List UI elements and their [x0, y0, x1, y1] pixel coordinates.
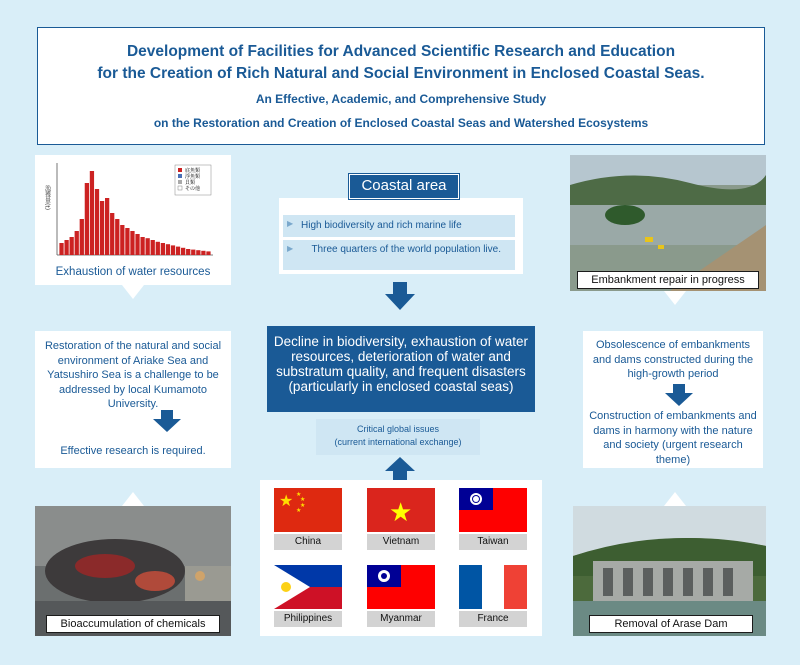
legend-label-2: 貝類	[185, 180, 196, 186]
chart-bar-16	[140, 237, 144, 255]
country-label-france: France	[459, 611, 527, 627]
construction-text: Construction of embankments and dams in harmony with the nature and society (urgent research theme)	[589, 410, 757, 466]
chart-card	[35, 155, 231, 285]
chart-bar-7	[95, 189, 99, 255]
chart-bar-10	[110, 213, 114, 255]
right-text-card	[583, 331, 763, 468]
right-down-arrow-icon	[665, 384, 693, 406]
chart-bar-12	[120, 225, 124, 255]
dam-photo	[573, 506, 766, 636]
chart-bar-24	[181, 248, 185, 255]
chart-bar-26	[191, 250, 195, 255]
chart-bar-25	[186, 249, 190, 255]
embankment-caption: Embankment repair in progress	[577, 271, 759, 289]
svg-text:★: ★	[300, 502, 306, 509]
chart-bar-27	[196, 250, 200, 255]
subtitle-line-2: on the Restoration and Creation of Enclosed Coastal Seas and Watershed Ecosystems	[153, 116, 649, 130]
left-text-card	[35, 331, 231, 468]
effective-research-text: Effective research is required.	[60, 445, 206, 457]
legend-label-3: その他	[185, 186, 201, 192]
country-label-philippines: Philippines	[274, 611, 342, 627]
chart-axis-label: 漁獲量(t)	[43, 185, 51, 211]
coastal-bullet-icon: ▶	[287, 244, 294, 253]
china-flag	[274, 488, 342, 532]
coastal-item-biodiversity-text: High biodiversity and rich marine life	[301, 220, 462, 231]
coastal-item-biodiversity	[283, 215, 515, 237]
obsolescence-text: Obsolescence of embankments and dams constructed during the high-growth period	[592, 339, 754, 380]
country-label-taiwan: Taiwan	[459, 534, 527, 550]
philippines-flag	[274, 565, 342, 609]
chart-bar-0	[59, 243, 63, 255]
critical-line-2: (current international exchange)	[334, 437, 462, 447]
chart-bar-28	[201, 251, 205, 255]
chart-bar-1	[64, 240, 68, 255]
chart-bar-15	[135, 234, 139, 255]
right-photo-pointer	[664, 291, 686, 305]
whale-photo	[35, 506, 231, 636]
title-line-2: for the Creation of Rich Natural and Social Environment in Enclosed Coastal Seas.	[97, 65, 705, 82]
legend-label-0: 底魚類	[185, 168, 201, 174]
coastal-bullet-icon: ▶	[287, 219, 294, 228]
chart-legend	[175, 165, 211, 195]
chart-bar-23	[176, 247, 180, 255]
country-label-myanmar: Myanmar	[367, 611, 435, 627]
center-down-arrow-icon	[385, 282, 415, 310]
coastal-area-title: Coastal area	[349, 174, 459, 199]
country-label-china: China	[274, 534, 342, 550]
chart-bar-11	[115, 219, 119, 255]
svg-text:★: ★	[296, 507, 302, 514]
title-line-1: Development of Facilities for Advanced Scientific Research and Education	[126, 43, 676, 60]
chart-bar-9	[105, 198, 109, 255]
chart-bar-19	[156, 242, 160, 255]
chart-bar-6	[90, 171, 94, 255]
dam-caption: Removal of Arase Dam	[589, 615, 753, 633]
svg-text:★: ★	[279, 491, 294, 510]
chart-bar-3	[75, 231, 79, 255]
chart-bar-2	[70, 237, 74, 255]
chart-bar-18	[151, 240, 155, 255]
bioaccumulation-caption: Bioaccumulation of chemicals	[46, 615, 220, 633]
coastal-item-population	[283, 240, 515, 270]
taiwan-flag	[459, 488, 527, 532]
chart-bar-14	[130, 231, 134, 255]
subtitle-line-1: An Effective, Academic, and Comprehensive Study	[255, 92, 547, 106]
right-dam-pointer	[664, 492, 686, 506]
chart-bar-13	[125, 228, 129, 255]
svg-text:★: ★	[300, 496, 306, 503]
ariake-text: Restoration of the natural and social environment of Ariake Sea and Yatsushiro Sea is a challenge to be addressed by local Kumamoto University.	[44, 340, 222, 410]
chart-bar-22	[171, 245, 175, 255]
coastal-item-population-text: Three quarters of the world population live.	[311, 244, 501, 255]
embankment-photo	[570, 155, 766, 291]
chart-bar-29	[206, 251, 210, 255]
fish-catch-chart	[35, 155, 231, 267]
svg-text:★: ★	[389, 498, 413, 528]
chart-bar-17	[146, 238, 150, 255]
chart-bar-20	[161, 243, 165, 255]
chart-caption: Exhaustion of water resources	[55, 266, 211, 278]
myanmar-flag	[367, 565, 435, 609]
left-photo-pointer	[122, 492, 144, 506]
header-box	[37, 27, 765, 145]
left-down-arrow-icon	[153, 410, 181, 432]
chart-bar-4	[80, 219, 84, 255]
critical-issues-box	[316, 419, 480, 455]
svg-text:★: ★	[296, 491, 302, 498]
vietnam-flag	[367, 488, 435, 532]
chart-bar-8	[100, 201, 104, 255]
chart-card-pointer	[122, 285, 144, 299]
decline-box: Decline in biodiversity, exhaustion of water resources, deterioration of water and substratum quality, and frequent disasters (particularly in enclosed coastal seas)	[267, 326, 535, 412]
critical-line-1: Critical global issues	[356, 424, 440, 434]
chart-bar-21	[166, 244, 170, 255]
country-label-vietnam: Vietnam	[367, 534, 435, 550]
legend-label-1: 浮魚類	[185, 174, 201, 180]
france-flag	[459, 565, 527, 609]
chart-bar-5	[85, 183, 89, 255]
countries-panel	[260, 480, 542, 636]
